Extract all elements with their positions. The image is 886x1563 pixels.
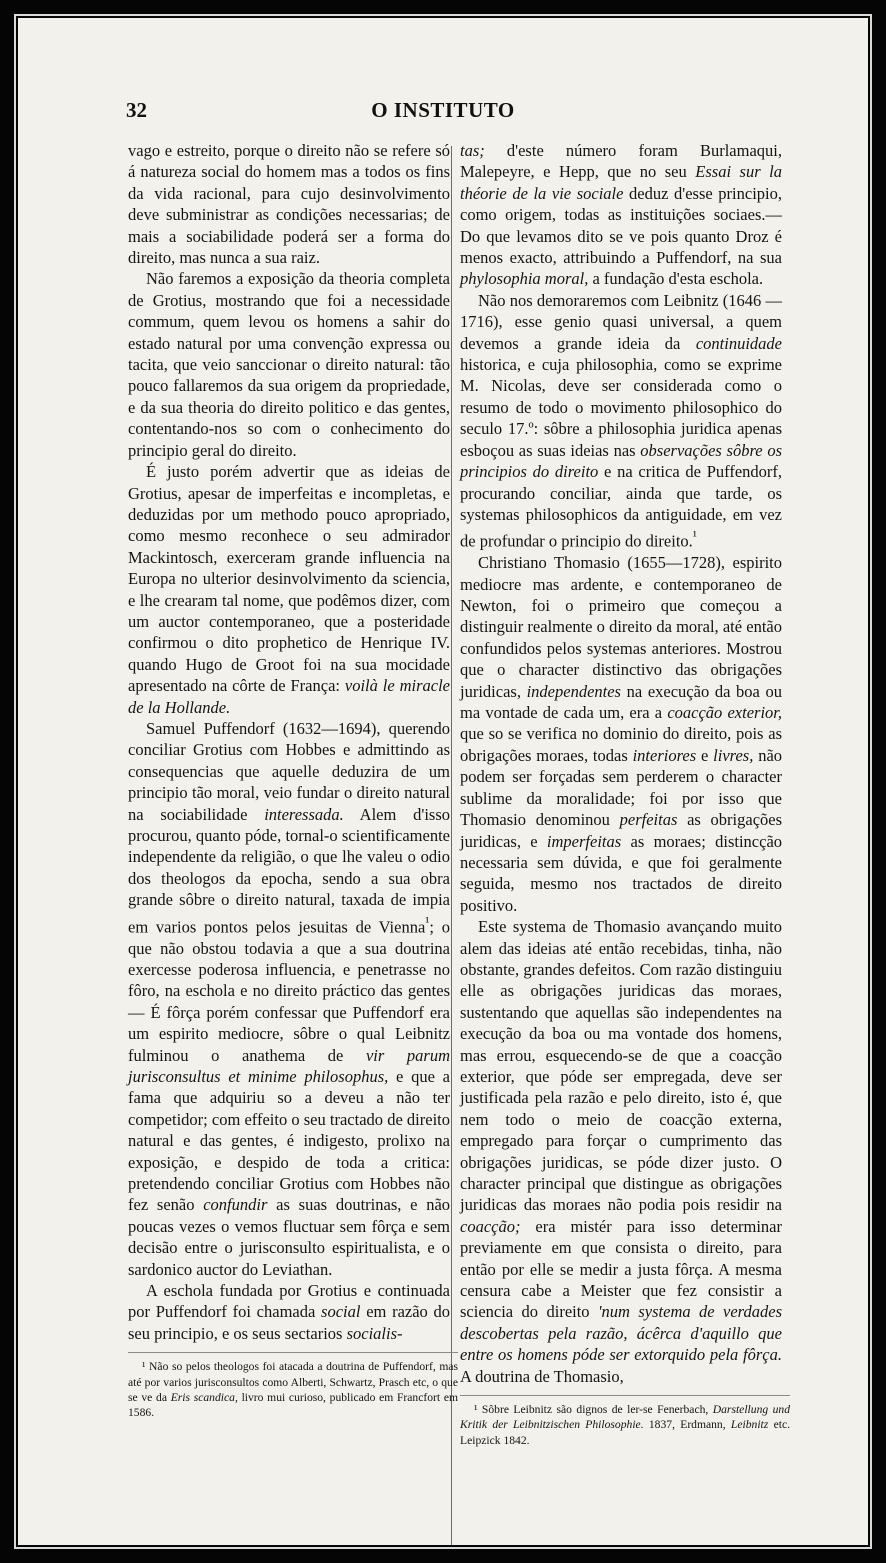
footnote-marker: ¹ xyxy=(425,913,430,929)
paragraph: Este systema de Thomasio avançando muito alem das ideias até então recebidas, tinha, não obstante, grandes defeitos. Com razão distinguiu elle as obrigações juridicas das moraes, sustentando que aquellas são independentes na execução da boa ou ma vontade dos homens, mas errou, esquecendo-se de que a coacção exterior, que póde ser empregada, deve ser justificada pela razão e pelo direito, isto é, que nem todo o meio de coacção externa, empregado para forçar o cumprimento das obrigações juridicas, se póde dizer justo. O character principal que distingue as obrigações juridicas das moraes não podia pois residir na coacção; era mistér para isso determinar previamente em que consista o direito, para então por elle se medir a justa fôrça. A mesma censura cabe a Meister que fez consistir a sciencia do direito 'num systema de verdades descobertas pela razão, ácêrca d'aquillo que entre os homens póde ser extorquido pela fôrça. A doutrina de Thomasio, xyxy=(460,917,782,1386)
paragraph: Samuel Puffendorf (1632—1694), querendo conciliar Grotius com Hobbes e admittindo as consequencias que aquelle deduzira de um principio tão moral, veio fundar o direito natural na sociabilidade interessada. Alem d'isso procurou, quanto póde, tornal-o scientificamente independente da religião, o que lhe valeu o odio dos theologos da epocha, sendo a sua obra grande sôbre o direito natural, taxada de impia em varios pontos pelos jesuitas de Vienna$^{^1}$; o que não obstou todavia a que a sua doutrina exercesse poderosa influencia, e penetrasse no fôro, na eschola e no direito práctico das gentes — É fôrça porém confessar que Puffendorf era um espirito mediocre, sôbre o qual Leibnitz fulminou o anathema de vir parum jurisconsultus et minime philosophus, e que a fama que adquiriu so a deveu a não ter competidor; com effeito o seu tractado de direito natural e das gentes, é indigesto, prolixo na exposição, e despido de toda a critica: pretendendo conciliar Grotius com Hobbes não fez senão confundir as suas doutrinas, e não poucas vezes o vemos fluctuar sem fôrça e sem decisão entre o jurisconsulto espiritualista, e o sardonico auctor do Leviathan. xyxy=(128,718,451,1279)
paragraph: É justo porém advertir que as ideias de Grotius, apesar de imperfeitas e incompletas, e deduzidas por um methodo pouco apropriado, como mesmo reconhece o seu admirador Mackintosch, exerceram grande influencia na Europa no ulterior desinvolvimento da sciencia, e lhe crearam tal nome, que podêmos dizer, com um auctor contemporaneo, que a posteridade confirmou o dito prophetico de Henrique IV. quando Hugo de Groot foi na sua mocidade apresentado na côrte de França: voilà le miracle de la Hollande. xyxy=(128,462,450,717)
column-divider xyxy=(451,146,452,1545)
footnote-marker: ¹ xyxy=(692,528,697,544)
page-header xyxy=(18,98,868,128)
footnote-text: ¹ Não so pelos theologos foi atacada a doutrina de Puffendorf, mas até por varios jurisconsultos como Alberti, Schwartz, Prasch etc, o que se ve da Eris scandica, livro mui curioso, publicado em Francfort em 1586. xyxy=(128,1360,458,1420)
paragraph: Christiano Thomasio (1655—1728), espirito mediocre mas ardente, e contemporaneo de Newton, foi o primeiro que começou a distinguir realmente o direito da moral, até então confundidos pelos systemas anteriores. Mostrou que o character distinctivo das obrigações juridicas, independentes na execução da boa ou ma vontade de cada um, era a coacção exterior, que so se verifica no dominio do direito, pois as obrigações moraes, todas interiores e livres, não podem ser forçadas sem perderem o character sublime da moralidade; foi por isso que Thomasio denominou perfeitas as obrigações juridicas, e imperfeitas as moraes; distincção necessaria sem dúvida, e que foi geralmente seguida, mesmo nos tractados de direito positivo. xyxy=(460,553,783,915)
page-number: 32 xyxy=(126,98,147,122)
paragraph: Não faremos a exposição da theoria completa de Grotius, mostrando que foi a necessidade commum, quem levou os homens a sahir do estado natural por uma convenção expressa ou tacita, que veio sanccionar o direito natural: tão pouco fallaremos da sua origem da propriedade, e da sua theoria do direito politico e das gentes, contentando-nos so com o conhecimento do principio geral do direito. xyxy=(128,269,450,460)
left-column xyxy=(128,140,458,1421)
footnote-text: ¹ Sôbre Leibnitz são dignos de ler-se Fenerbach, Darstellung und Kritik der Leibnitzischen Philosophie. 1837, Erdmann, Leibnitz etc. Leipzick 1842. xyxy=(460,1403,790,1447)
right-column xyxy=(460,140,790,1448)
paragraph: tas; d'este número foram Burlamaqui, Malepeyre, e Hepp, que no seu Essai sur la théorie de la vie sociale deduz d'esse principio, como origem, todas as instituições sociaes.— Do que levamos dito se ve pois quanto Droz é menos exacto, attribuindo a Puffendorf, na sua phylosophia moral, a fundação d'esta eschola. xyxy=(460,141,782,289)
paragraph: vago e estreito, porque o direito não se refere só á natureza social do homem mas a todos os fins da vida racional, para cujo desinvolvimento deve subministrar as condições necessarias; de mais a sociabilidade poderá ser a forma do direito, mas nunca a sua raiz. xyxy=(128,141,450,268)
paragraph: Não nos demoraremos com Leibnitz (1646 —1716), esse genio quasi universal, a quem devemos a grande ideia da continuidade historica, e cuja philosophia, como se exprime M. Nicolas, deve ser considerada como o resumo de todo o movimento philosophico do seculo 17.º: sôbre a philosophia juridica apenas esboçou as suas ideias nas observações sôbre os principios do direito e na critica de Puffendorf, procurando conciliar, ainda que tarde, os systemas philosophicos da antiguidade, em vez de profundar o principio do direito.$^{^1}$ xyxy=(460,290,783,551)
running-title: O INSTITUTO xyxy=(371,98,515,122)
paragraph: A eschola fundada por Grotius e continuada por Puffendorf foi chamada social em razão do seu principio, e os seus sectarios socialis- xyxy=(128,1281,451,1343)
footnote xyxy=(460,1395,790,1448)
document-page xyxy=(18,18,868,1545)
footnote xyxy=(128,1352,458,1421)
